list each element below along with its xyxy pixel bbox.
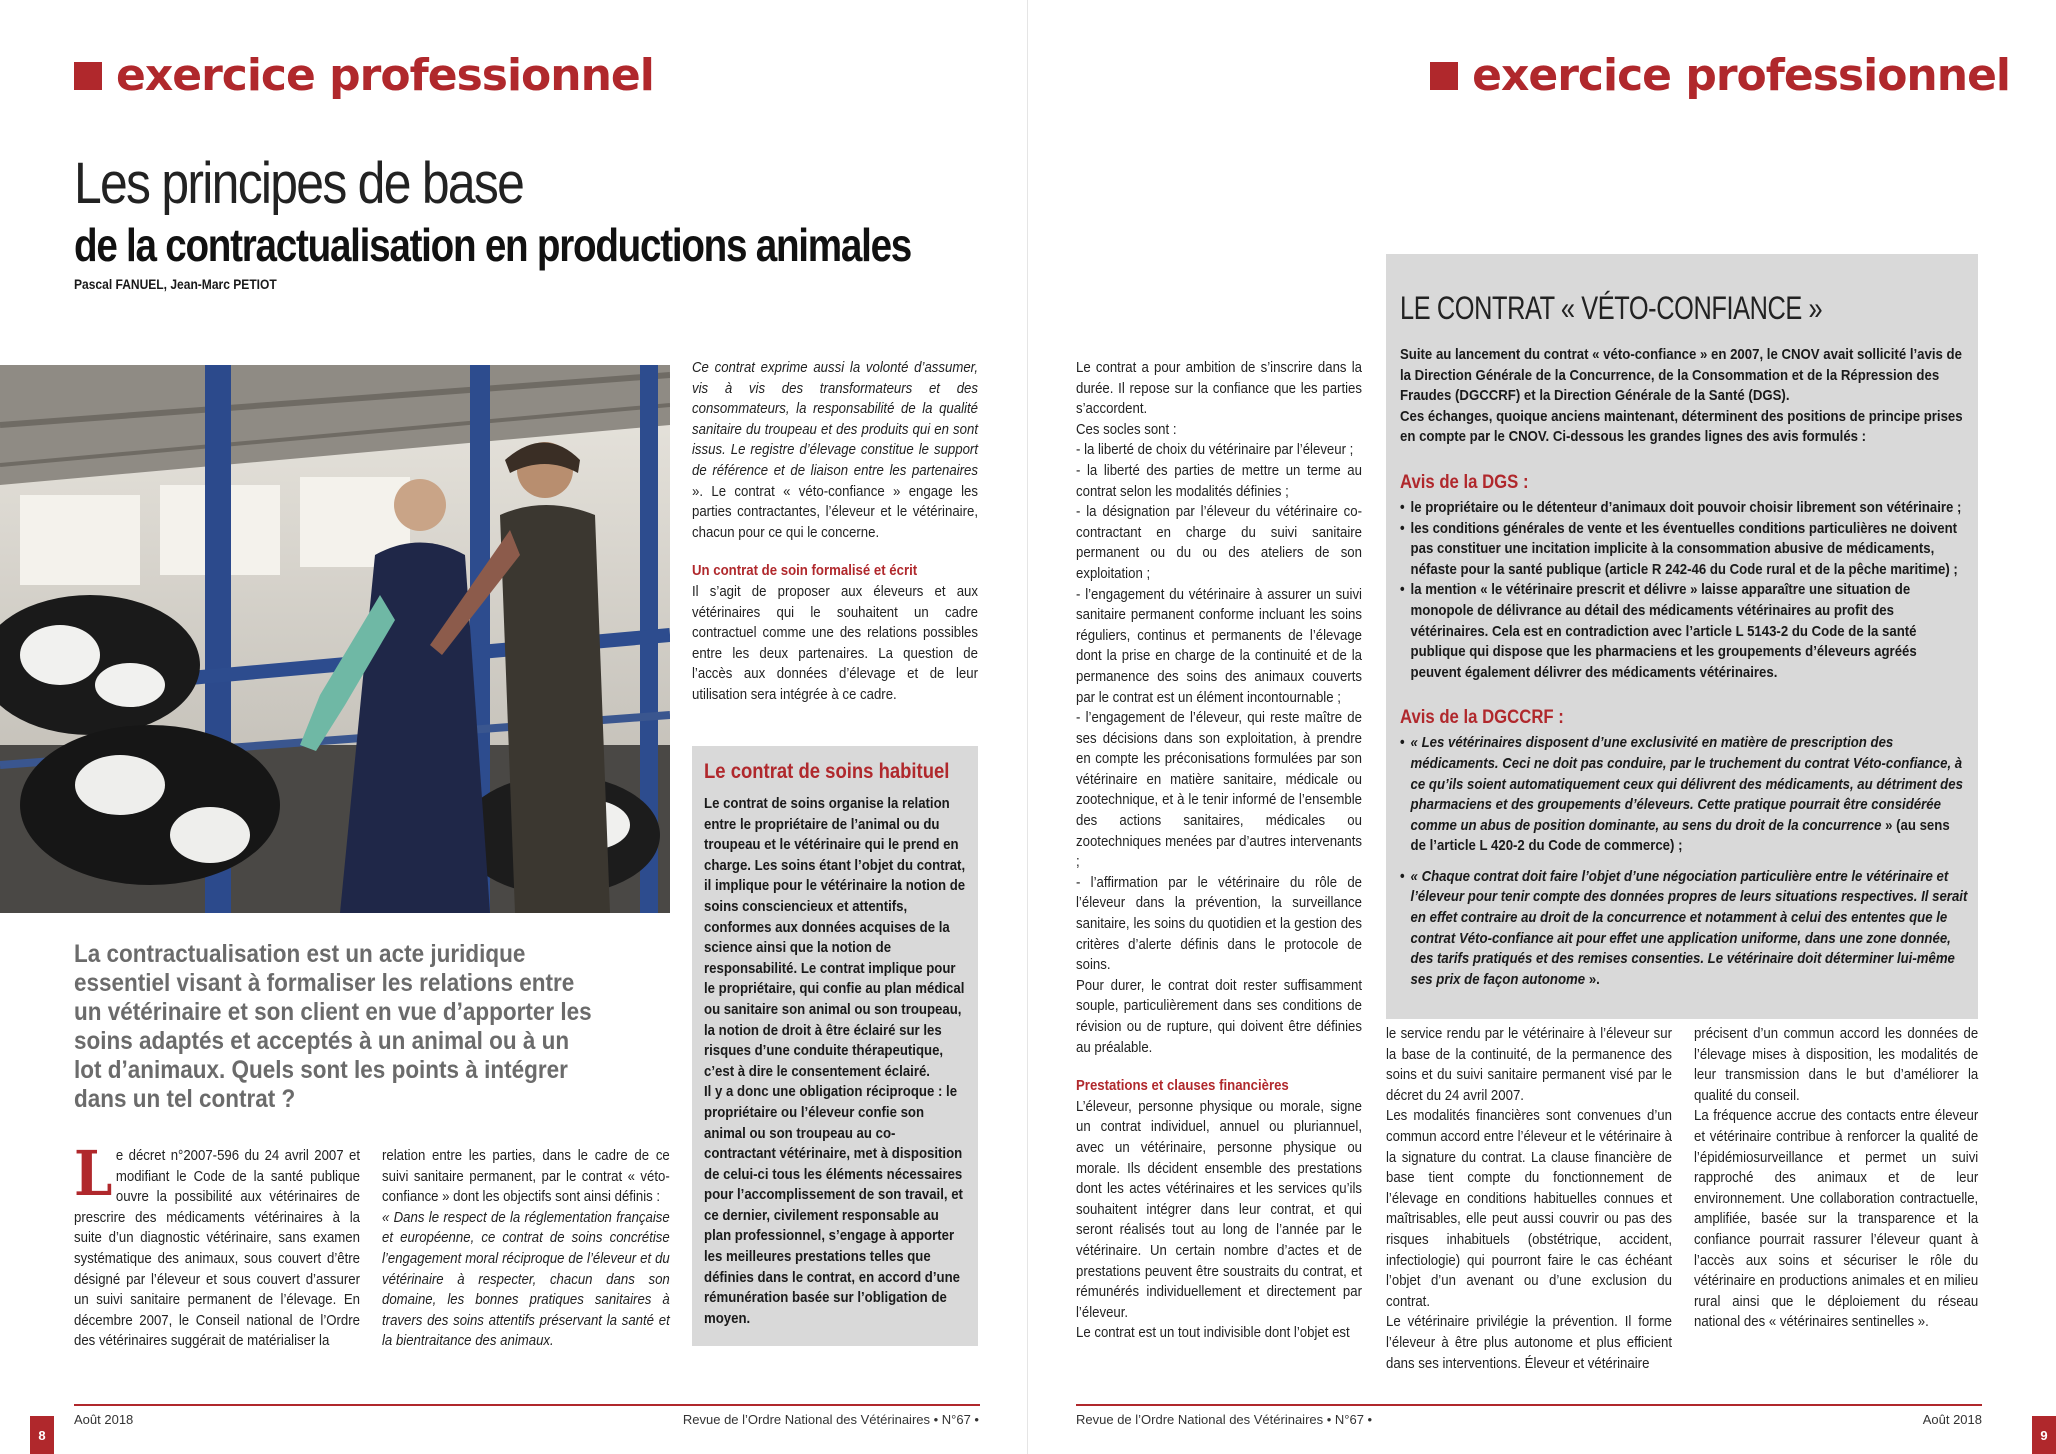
dgs-heading: Avis de la DGS : xyxy=(1400,471,1529,493)
list-item: • les conditions générales de vente et les éventuelles conditions particulières ne doivent pas constituer une incitation implicite à la consommation abusive de médicaments, néfaste pour la santé publique (article R 242-46 du Code rural et de la pêche maritime) ; xyxy=(1400,519,1968,581)
body-text: relation entre les parties, dans le cadre de ce suivi sanitaire permanent, par le contrat « véto-confiance » dont les objectifs sont ainsi définis : xyxy=(382,1147,670,1206)
list-item: - la liberté des parties de mettre un terme au contrat selon les modalités définies ; xyxy=(1076,461,1362,500)
subheading: Prestations et clauses financières xyxy=(1076,1077,1289,1095)
footer-rule xyxy=(1076,1404,1982,1406)
body-text: Le vétérinaire privilégie la prévention. Il forme l’éleveur à être plus autonome et plus efficient dans ses interventions. Éleveur et vétérinaire xyxy=(1386,1313,1672,1372)
authors: Pascal FANUEL, Jean-Marc PETIOT xyxy=(74,276,277,292)
box-intro: Ces échanges, quoique anciens maintenant, déterminent des positions de principe prises en compte par le CNOV. Ci-dessous les grandes lignes des avis formulés : xyxy=(1400,407,1963,446)
body-text: Pour durer, le contrat doit rester suffisamment souple, particulièrement dans ses conditions de révision ou de rupture, qui doivent être définies au préalable. xyxy=(1076,976,1362,1056)
red-square-icon xyxy=(74,62,102,90)
red-square-icon xyxy=(1430,62,1458,90)
list-item: • la mention « le vétérinaire prescrit et délivre » laisse apparaître une situation de monopole de délivrance au détail des médicaments vétérinaires au profit des vétérinaires. Cela est en contradiction avec l’article L 5143-2 du Code de la santé publique qui dispose que les pharmaciens et les groupements d’éleveurs agréés peuvent également délivrer des médicaments vétérinaires. xyxy=(1400,580,1968,683)
page-number: 8 xyxy=(30,1416,54,1454)
subheading: Un contrat de soin formalisé et écrit xyxy=(692,562,918,580)
lead-paragraph: La contractualisation est un acte juridique essentiel visant à formaliser les relations entre un vétérinaire et son client en vue d’apporter les soins adaptés et acceptés à un animal ou à un lot d’animaux. Quels sont les points à intégrer dans un tel contrat ? xyxy=(74,940,592,1113)
article-title-light: Les principes de base xyxy=(74,151,524,216)
footer-rule xyxy=(74,1404,980,1406)
body-text: L’éleveur, personne physique ou morale, signe un contrat individuel, annuel ou pluriannuel, avec un vétérinaire, personne physique ou morale. Ils décident ensemble des prestations dont les actes vétérinaires et les services qu’ils souhaitent intégrer dans leur contrat, et qui seront réalisés tout au long de l’année par le vétérinaire. Un certain nombre d’actes et de prestations peuvent être soustraits du contrat, et rémunérés individuellement et directement par l’éleveur. xyxy=(1076,1097,1362,1321)
dgccrf-heading: Avis de la DGCCRF : xyxy=(1400,707,1564,729)
list-item: • « Les vétérinaires disposent d’une exclusivité en matière de prescription des médicaments. Ceci ne doit pas conduire, par le truchement du contrat Véto-confiance, à ce qu’ils soient automatiquement ceux qui délivrent des médicaments, au détriment des pharmaciens et des groupements d’éleveurs. Cette pratique pourrait être considérée comme un abus de position dominante, au sens du droit de la concurrence » (au sens de l’article L 420-2 du Code de commerce) ; xyxy=(1400,733,1968,857)
list-item: - l’engagement de l’éleveur, qui reste maître de ses décisions dans son exploitation, à prendre en compte les préconisations formulées par son vétérinaire en matière sanitaire, médicale ou zootechnique, et à le tenir informé de l’ensemble des actions sanitaires, médicales ou zootechniques menées par d’autres intervenants ; xyxy=(1076,709,1362,871)
list-item: • le propriétaire ou le détenteur d’animaux doit pouvoir choisir librement son vétérinaire ; xyxy=(1400,498,1968,519)
body-text: Le contrat a pour ambition de s’inscrire dans la durée. Il repose sur la confiance que les parties s’accordent. xyxy=(1076,359,1362,418)
sidebar-box-contrat-soins xyxy=(692,746,978,1346)
body-text: le service rendu par le vétérinaire à l’éleveur sur la base de la continuité, de la permanence des soins et du suivi sanitaire permanent visé par le décret du 24 avril 2007. xyxy=(1386,1025,1672,1104)
page-number: 9 xyxy=(2032,1416,2056,1454)
body-text: Le contrat est un tout indivisible dont l’objet est xyxy=(1076,1324,1350,1342)
section-header: exercice professionnel xyxy=(1430,50,2010,101)
quote-text: Ce contrat exprime aussi la volonté d’assumer, vis à vis des transformateurs et des consommateurs, la responsabilité de la qualité sanitaire du troupeau et des produits qui en sont issus. Le registre d’élevage constitue le support de référence et de liaison entre les partenaires xyxy=(692,359,978,479)
text-column-3 xyxy=(692,358,978,706)
article-title-bold: de la contractualisation en productions animales xyxy=(74,219,912,271)
drop-cap: L xyxy=(74,1137,113,1210)
body-text: La fréquence accrue des contacts entre éleveur et vétérinaire contribue à renforcer la qualité de l’épidémiosurveillance et permet un suivi rapproché des animaux et de leur environnement. Une collaboration contractuelle, amplifiée, basée sur la transparence et la confiance pourrait rassurer l’éleveur quant à l’accès aux soins et sécuriser le rôle du vétérinaire en productions animales et en milieu rural ainsi que le déploiement du réseau national des « vétérinaires sentinelles ». xyxy=(1694,1107,1979,1331)
list-item: • « Chaque contrat doit faire l’objet d’une négociation particulière entre le vétérinaire et l’éleveur pour tenir compte des données propres de leurs situations respectives. Il serait en effet contraire au droit de la concurrence et notamment à celui des ententes que le contrat Véto-confiance ait pour effet une application uniforme, dans une zone donnée, des tarifs pratiqués et des remises consenties. Le vétérinaire doit déterminer lui-même ses prix de façon autonome ». xyxy=(1400,867,1968,991)
list-item: - la liberté de choix du vétérinaire par l’éleveur ; xyxy=(1076,441,1354,459)
list-item: - la désignation par l’éleveur du vétérinaire co-contractant en charge du suivi sanitaire permanent ou du ou des ateliers de son exploitation ; xyxy=(1076,503,1362,582)
body-text: Les modalités financières sont convenues d’un commun accord entre l’éleveur et le vétérinaire à la signature du contrat. La clause financière de base tient compte du fonctionnement de l’élevage en conditions habituelles connues et maîtrisables, elle peut aussi couvrir ou pas des risques inhabituels (obstétrique, accident, infectiologie) qui pourront faire le cas échéant l’objet d’un avenant ou d’une exclusion du contrat. xyxy=(1386,1107,1672,1310)
box-text: Le contrat de soins organise la relation entre le propriétaire de l’animal ou du troupeau et le vétérinaire qui le prend en charge. Les soins étant l’objet du contrat, il implique pour le vétérinaire la notion de soins consciencieux et attentifs, conformes aux données acquises de la science ainsi que la notion de responsabilité. Le contrat implique pour le propriétaire, qui confie au plan médical ou sanitaire son animal ou son troupeau, la notion de droit à être éclairé sur les risques d’une conduite thérapeutique, c’est à dire le consentement éclairé. Il y a donc une obligation réciproque : le propriétaire ou l’éleveur confie son animal ou son troupeau au co-contractant vétérinaire, met à disposition de celui-ci tous les éléments nécessaires pour l’accomplissement de son travail, et ce dernier, civilement responsable au plan professionnel, s’engage à apporter les meilleures prestations telles que définies dans le contrat, en accord d’une rémunération basée sur l’obligation de moyen. xyxy=(704,795,966,1327)
sidebar-box-veto-confiance xyxy=(1386,254,1978,1019)
footer-revue: Revue de l’Ordre National des Vétérinaires • N°67 • xyxy=(682,1412,979,1427)
right-page xyxy=(1028,0,2056,1454)
text-column-3 xyxy=(1694,1024,1978,1333)
text-column-1 xyxy=(1076,358,1362,1344)
section-header: exercice professionnel xyxy=(74,50,654,101)
footer-date: Août 2018 xyxy=(1922,1412,1982,1427)
footer-date: Août 2018 xyxy=(74,1412,134,1427)
list-item: - l’affirmation par le vétérinaire du rôle de l’éleveur dans la prévention, la surveillance sanitaire, les soins du quotidien et la gestion des critères d’alerte définis dans le protocole de soins. xyxy=(1076,873,1362,974)
body-text: ». Le contrat « véto-confiance » engage les parties contractantes, l’éleveur et le vétérinaire, chacun pour ce qui le concerne. xyxy=(692,482,978,541)
text-column-2 xyxy=(1386,1024,1672,1374)
box-title: Le contrat de soins habituel xyxy=(704,760,950,783)
text-column-1 xyxy=(74,1137,360,1352)
body-text: Il s’agit de proposer aux éleveurs et aux vétérinaires qui le souhaitent un cadre contractuel comme une des relations possibles entre les deux partenaires. La question de l’accès aux données d’élevage et de leur utilisation sera intégrée à ce cadre. xyxy=(692,582,978,703)
text-column-2 xyxy=(382,1146,670,1352)
body-text: e décret n°2007-596 du 24 avril 2007 et modifiant le Code de la santé publique ouvre la possibilité aux vétérinaires de prescrire des médicaments vétérinaires à la suite d’un diagnostic vétérinaire, sans examen systématique des animaux, sous couvert d’être désigné par l’éleveur et sous couvert d’assurer un suivi sanitaire permanent de l’élevage. En décembre 2007, le Conseil national de l’Ordre des vétérinaires suggérait de matérialiser la xyxy=(74,1147,360,1350)
box-title: LE CONTRAT « VÉTO-CONFIANCE » xyxy=(1400,290,1823,326)
footer-revue: Revue de l’Ordre National des Vétérinaires • N°67 • xyxy=(1076,1412,1373,1427)
quote-text: « Dans le respect de la réglementation française et européenne, ce contrat de soins concrétise l’engagement moral réciproque de l’éleveur et du vétérinaire à respecter, chacun dans son domaine, les bonnes pratiques sanitaires à travers des soins attentifs préservant la santé et la bientraitance des animaux. xyxy=(382,1208,670,1350)
box-intro: Suite au lancement du contrat « véto-confiance » en 2007, le CNOV avait sollicité l’avis de la Direction Générale de la Concurrence, de la Consommation et de la Répression des Fraudes (DGCCRF) et la Direction Générale de la Santé (DGS). xyxy=(1400,346,1962,405)
body-text: précisent d’un commun accord les données de l’élevage mises à disposition, les modalités de leur transmission dans le but d’améliorer la qualité du conseil. xyxy=(1694,1025,1979,1104)
body-text: Ces socles sont : xyxy=(1076,420,1177,438)
barn-photo xyxy=(0,365,670,913)
list-item: - l’engagement du vétérinaire à assurer un suivi sanitaire permanent conforme incluant les soins réguliers, continus et permanents de l’élevage dont la prise en charge de la continuité et de la permanence des soins des animaux couverts par le contrat est un élément incontournable ; xyxy=(1076,585,1362,706)
